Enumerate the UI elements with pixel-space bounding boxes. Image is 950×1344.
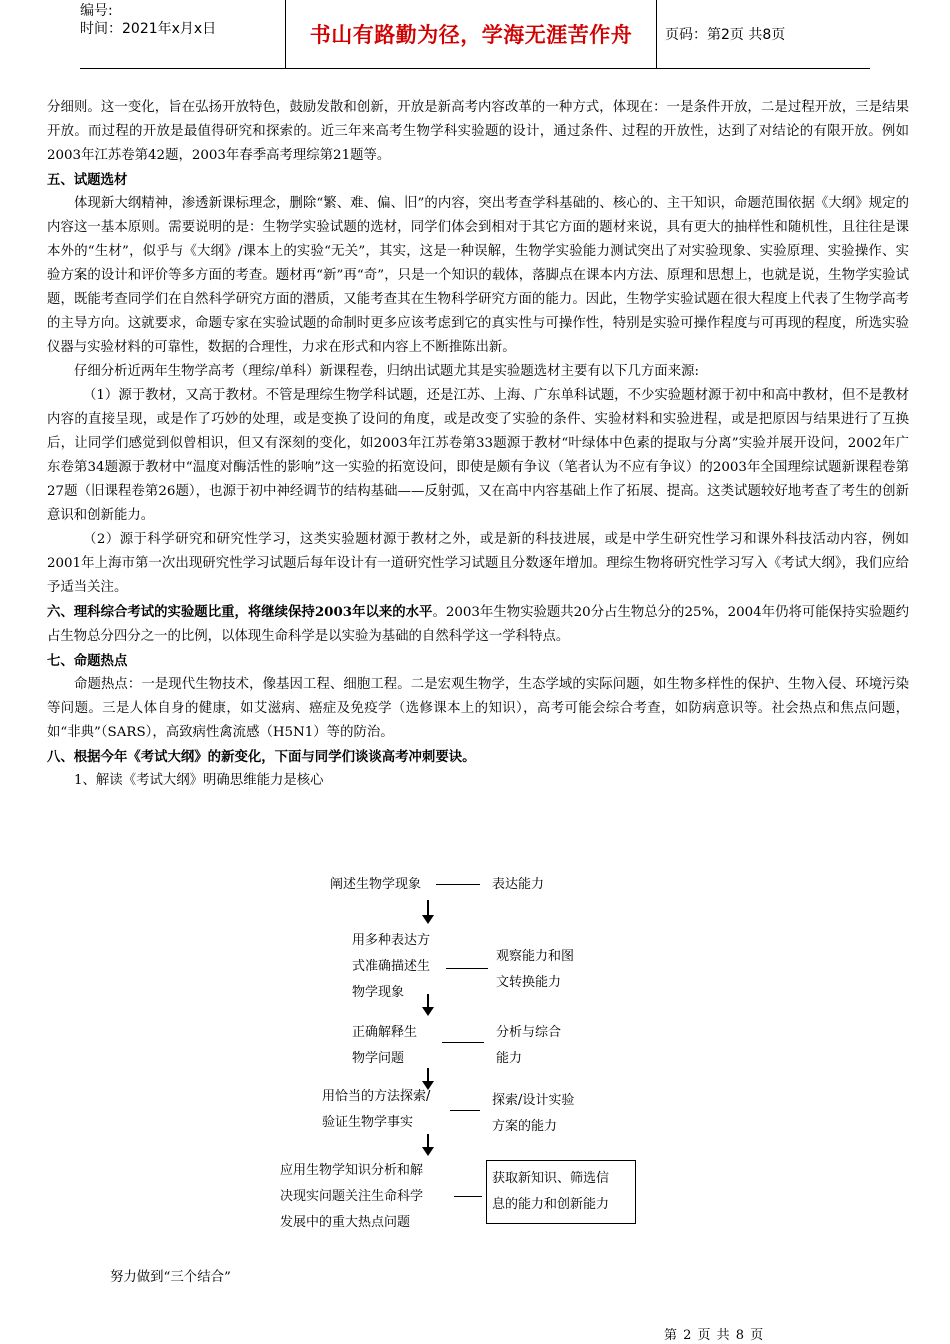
section-6-text: 。2003年生物实验题共20分占生物总分的25%，2004年仍将可能保持实验题约占生物总分四分之一的比例，以体现生命科学是以实验为基础的自然科学这一学科特点。 xyxy=(47,605,909,644)
connector-line xyxy=(446,968,488,969)
flow-ability-2-line-1: 观察能力和图 xyxy=(496,949,575,964)
header-page-label: 页码：第2页 共8页 xyxy=(665,27,786,43)
flow-step-1: 阐述生物学现象 xyxy=(330,877,422,892)
page-header xyxy=(80,0,870,69)
flow-ability-5-line-2: 息的能力和创新能力 xyxy=(492,1197,610,1212)
connector-line xyxy=(454,1196,482,1197)
paragraph-source-1: （1）源于教材，又高于教材。不管是理综生物学科试题，还是江苏、上海、广东单科试题，不少实验题材源于初中和高中教材，但不是教材内容的直接呈现，或是作了巧妙的处理，或是变换了设问的角度，或是改变了实验的条件、实验材料和实验进程，或是把原因与结果进行了互换后，让同学们感觉到似曾相识，但又有深刻的变化，如2003年江苏卷第33题源于教材“叶绿体中色素的提取与分离”实验并展开设问，2002年广东卷第34题源于教材中“温度对酶活性的影响”这一实验的拓宽设问，即使是颇有争议（笔者认为不应有争议）的2003年全国理综试题新课程卷第27题（旧课程卷第26题），也源于初中神经调节的结构基础——反射弧，又在高中内容基础上作了拓展、提高。这类试题较好地考查了考生的创新意识和创新能力。 xyxy=(47,388,909,523)
header-page-cell xyxy=(665,0,870,68)
flow-step-2-line-2: 式准确描述生 xyxy=(352,959,431,974)
flow-step-2-line-3: 物学现象 xyxy=(352,985,405,1000)
flow-step-3-line-2: 物学问题 xyxy=(352,1051,405,1066)
header-motto-cell xyxy=(285,0,657,68)
flow-step-5-line-3: 发展中的重大热点问题 xyxy=(280,1215,411,1230)
flow-ability-4-line-2: 方案的能力 xyxy=(492,1119,558,1134)
section-heading-7: 七、命题热点 xyxy=(47,653,128,669)
header-motto: 书山有路勤为径，学海无涯苦作舟 xyxy=(309,23,633,47)
paragraph-material: 体现新大纲精神，渗透新课标理念，删除“繁、难、偏、旧”的内容，突出考查学科基础的、核心的、主干知识，命题范围依据《大纲》规定的内容这一基本原则。需要说明的是：生物学实验试题的选材，同学们体会到相对于其它方面的题材来说，具有更大的抽样性和随机性，且往往是课本外的“生材”，似乎与《大纲》/课本上的实验“无关”，其实，这是一种误解，生物学实验能力测试突出了对实验现象、实验原理、实验操作、实验方案的设计和评价等多方面的考查。题材再“新”再“奇”，只是一个知识的载体，落脚点在课本内方法、原理和思想上，也就是说，生物学实验试题，既能考查同学们在自然科学研究方面的潜质，又能考查其在生物科学研究方面的能力。因此，生物学实验试题在很大程度上代表了生物学高考的主导方向。这就要求，命题专家在实验试题的命制时更多应该考虑到它的真实性与可操作性，特别是实验可操作程度与可再现的程度，所选实验仪器与实验材料的可靠性，数据的合理性，力求在形式和内容上不断推陈出新。 xyxy=(47,196,909,355)
section-heading-8: 八、根据今年《考试大纲》的新变化，下面与同学们谈谈高考冲刺要诀。 xyxy=(47,749,476,765)
flow-step-5-line-1: 应用生物学知识分析和解 xyxy=(280,1163,424,1178)
section-6 xyxy=(47,600,909,649)
flow-ability-3-line-2: 能力 xyxy=(496,1051,523,1066)
header-number: 编号: xyxy=(80,3,113,19)
paragraph-hotspots: 命题热点：一是现代生物技术，像基因工程、细胞工程。二是宏观生物学，生态学域的实际问题，如生物多样性的保护、生物入侵、环境污染等问题。三是人体自身的健康，如艾滋病、癌症及免疫学（选修课本上的知识），高考可能会综合考查，如防病意识等。社会热点和焦点问题，如“非典”（SARS），高致病性禽流感（H5N1）等的防治。 xyxy=(47,677,909,740)
flow-step-4-line-1: 用恰当的方法探索/ xyxy=(322,1089,431,1104)
paragraph-sources-intro: 仔细分析近两年生物学高考（理综/单科）新课程卷，归纳出试题尤其是实验题选材主要有以下几方面来源: xyxy=(74,364,699,379)
section-heading-5: 五、试题选材 xyxy=(47,172,128,188)
header-time: 时间：2021年x月x日 xyxy=(80,21,217,37)
document-body xyxy=(47,96,909,793)
flow-ability-4-line-1: 探索/设计实验 xyxy=(492,1093,575,1108)
section-heading-6: 六、理科综合考试的实验题比重，将继续保持2003年以来的水平 xyxy=(47,604,433,620)
connector-line xyxy=(442,1042,484,1043)
flow-ability-3-line-1: 分析与综合 xyxy=(496,1025,562,1040)
paragraph-continuation: 分细则。这一变化，旨在弘扬开放特色，鼓励发散和创新，开放是新高考内容改革的一种方式，体现在：一是条件开放，二是过程开放，三是结果开放。而过程的开放是最值得研究和探索的。近三年来高考生物学科实验题的设计，通过条件、过程的开放性，达到了对结论的有限开放。例如2003年江苏卷第42题，2003年春季高考理综第21题等。 xyxy=(47,100,909,163)
ability-flow-diagram xyxy=(270,862,670,1242)
connector-line xyxy=(436,884,480,885)
paragraph-source-2: （2）源于科学研究和研究性学习，这类实验题材源于教材之外，或是新的科技进展，或是中学生研究性学习和课外科技活动内容，例如2001年上海市第一次出现研究性学习试题后每年设计有一道研究性学习试题且分数逐年增加。理综生物将研究性学习写入《考试大纲》，我们应给予适当关注。 xyxy=(47,532,909,595)
header-meta xyxy=(80,0,284,68)
connector-line xyxy=(450,1110,480,1111)
flow-step-4-line-2: 验证生物学事实 xyxy=(322,1115,414,1130)
flow-step-5-line-2: 决现实问题关注生命科学 xyxy=(280,1189,424,1204)
flow-step-3-line-1: 正确解释生 xyxy=(352,1025,418,1040)
flow-ability-1: 表达能力 xyxy=(492,877,545,892)
paragraph-three-combinations: 努力做到“三个结合” xyxy=(110,1270,231,1285)
flow-step-2-line-1: 用多种表达方 xyxy=(352,933,431,948)
page-footer: 第 2 页 共 8 页 xyxy=(664,1328,765,1343)
flow-ability-5-line-1: 获取新知识、筛选信 xyxy=(492,1171,610,1186)
flow-ability-2-line-2: 文转换能力 xyxy=(496,975,562,990)
paragraph-item-1: 1、解读《考试大纲》明确思维能力是核心 xyxy=(74,773,324,788)
